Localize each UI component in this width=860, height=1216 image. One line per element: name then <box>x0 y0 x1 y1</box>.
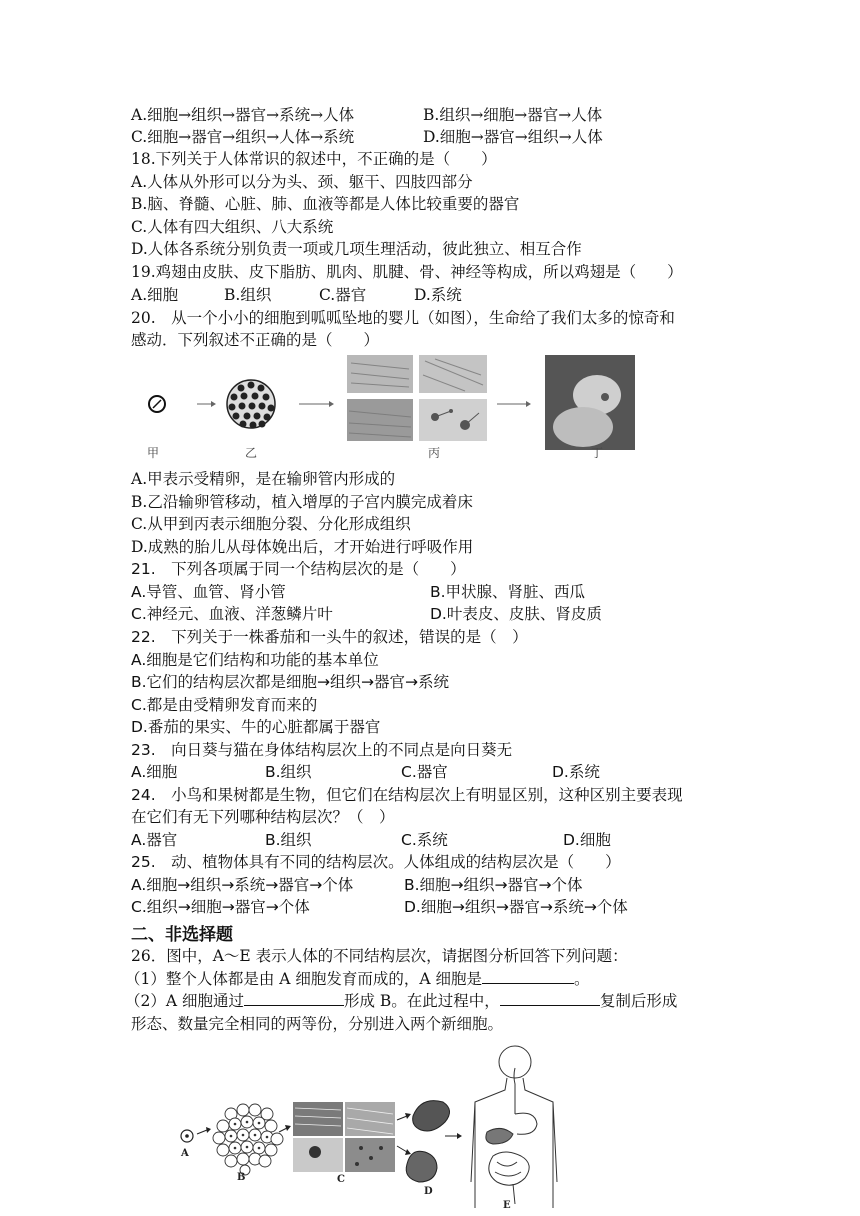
q26-sub1-text: （1）整个人体都是由 A 细胞发育而成的，A 细胞是 <box>125 970 483 988</box>
cell-a-drawing <box>181 1130 193 1142</box>
q20-stem-line1: 20. 从一个小小的细胞到呱呱坠地的婴儿（如图），生命给了我们太多的惊奇和 <box>131 309 675 327</box>
zygote-drawing <box>149 396 165 412</box>
q21-stem: 21. 下列各项属于同一个结构层次的是（ ） <box>131 560 466 578</box>
q25-option-c: C.组织→细胞→器官→个体 <box>131 898 310 916</box>
q26-sub1 <box>125 968 590 990</box>
q23-option-a: A.细胞 <box>131 763 178 781</box>
organs-d-drawing <box>406 1101 449 1182</box>
q26-sub2-end: 复制后形成 <box>599 992 678 1010</box>
q26-sub2 <box>125 990 677 1012</box>
q17-option-d: D.细胞→器官→组织→人体 <box>423 128 603 146</box>
q23-stem: 23. 向日葵与猫在身体结构层次上的不同点是向日葵无 <box>131 741 513 759</box>
q20-development-figure <box>135 355 635 467</box>
baby-photo <box>545 355 635 450</box>
q19-stem: 19.鸡翅由皮肤、皮下脂肪、肌肉、肌腱、骨、神经等构成，所以鸡翅是（ ） <box>131 263 683 281</box>
q17-option-b: B.组织→细胞→器官→人体 <box>423 106 603 124</box>
q22-option-a: A.细胞是它们结构和功能的基本单位 <box>131 651 379 669</box>
q17-option-c: C.细胞→器官→组织→人体→系统 <box>131 128 355 146</box>
q21-option-b: B.甲状腺、肾脏、西瓜 <box>430 583 586 601</box>
q20-label-yi: 乙 <box>245 446 258 460</box>
q24-option-d: D.细胞 <box>563 831 611 849</box>
q26-sub1-blank[interactable] <box>482 969 574 984</box>
q21-option-d: D.叶表皮、皮肤、肾皮质 <box>430 605 602 623</box>
q20-option-d: D.成熟的胎儿从母体娩出后，才开始进行呼吸作用 <box>131 538 474 556</box>
q18-option-d: D.人体各系统分别负责一项或几项生理活动，彼此独立、相互合作 <box>131 240 582 258</box>
q25-option-b: B.细胞→组织→器官→个体 <box>404 876 583 894</box>
q19-option-b: B.组织 <box>224 286 272 304</box>
q25-option-d: D.细胞→组织→器官→系统→个体 <box>404 898 628 916</box>
q20-option-c: C.从甲到丙表示细胞分裂、分化形成组织 <box>131 515 411 533</box>
q26-sub2-blank1[interactable] <box>244 991 344 1006</box>
q20-option-a: A.甲表示受精卵，是在输卵管内形成的 <box>131 470 396 488</box>
cell-cluster-b-drawing <box>213 1104 283 1175</box>
q21-option-c: C.神经元、血液、洋葱鳞片叶 <box>131 605 333 623</box>
q24-option-a: A.器官 <box>131 831 178 849</box>
q22-option-b: B.它们的结构层次都是细胞→组织→器官→系统 <box>131 673 450 691</box>
q18-option-c: C.人体有四大组织、八大系统 <box>131 218 334 236</box>
q23-option-c: C.器官 <box>401 763 448 781</box>
q24-option-b: B.组织 <box>265 831 312 849</box>
q20-label-bing: 丙 <box>428 446 441 460</box>
q26-label-d: D <box>424 1186 433 1197</box>
q25-option-a: A.细胞→组织→系统→器官→个体 <box>131 876 354 894</box>
q25-stem: 25. 动、植物体具有不同的结构层次。人体组成的结构层次是（ ） <box>131 853 621 871</box>
q24-option-c: C.系统 <box>401 831 448 849</box>
human-body-e-drawing <box>471 1046 557 1208</box>
q22-stem: 22. 下列关于一株番茄和一头牛的叙述，错误的是（ ） <box>131 628 528 646</box>
q23-option-d: D.系统 <box>552 763 600 781</box>
q26-label-c: C <box>337 1174 345 1185</box>
q26-sub1-end: 。 <box>574 970 590 988</box>
q18-option-b: B.脑、脊髓、心脏、肺、血液等都是人体比较重要的器官 <box>131 195 520 213</box>
q23-option-b: B.组织 <box>265 763 312 781</box>
q24-stem-line2: 在它们有无下列哪种结构层次？（ ） <box>131 808 395 826</box>
q26-label-a: A <box>181 1148 189 1159</box>
q20-label-ding: 丁 <box>591 446 604 460</box>
q26-label-b: B <box>237 1172 246 1183</box>
q19-option-c: C.器官 <box>319 286 367 304</box>
q20-label-jia: 甲 <box>147 446 160 460</box>
tissue-photos <box>347 355 487 441</box>
q19-option-d: D.系统 <box>414 286 462 304</box>
q26-sub2-text: （2）A 细胞通过 <box>125 992 244 1010</box>
section-heading: 二、非选择题 <box>131 925 233 945</box>
morula-drawing <box>227 380 275 429</box>
q26-stem: 26．图中，A～E 表示人体的不同结构层次，请据图分析回答下列问题： <box>131 947 628 965</box>
q19-option-a: A.细胞 <box>131 286 179 304</box>
q26-sub2-line2: 形态、数量完全相同的两等份，分别进入两个新细胞。 <box>131 1015 504 1033</box>
q26-sub2-blank2[interactable] <box>500 991 600 1006</box>
q17-option-a: A.细胞→组织→器官→系统→人体 <box>131 106 355 124</box>
q26-structure-levels-figure <box>175 1044 575 1208</box>
tissue-c-drawing <box>293 1102 395 1172</box>
q22-option-d: D.番茄的果实、牛的心脏都属于器官 <box>131 718 381 736</box>
q21-option-a: A.导管、血管、肾小管 <box>131 583 286 601</box>
q26-sub2-mid: 形成 B。在此过程中， <box>343 992 500 1010</box>
q20-stem-line2: 感动．下列叙述不正确的是（ ） <box>131 331 380 349</box>
q26-label-e: E <box>503 1200 511 1211</box>
q20-option-b: B.乙沿输卵管移动，植入增厚的子宫内膜完成着床 <box>131 493 473 511</box>
q18-option-a: A.人体从外形可以分为头、颈、躯干、四肢四部分 <box>131 173 473 191</box>
q18-stem: 18.下列关于人体常识的叙述中，不正确的是（ ） <box>131 150 497 168</box>
q24-stem-line1: 24. 小鸟和果树都是生物，但它们在结构层次上有明显区别，这种区别主要表现 <box>131 786 683 804</box>
q22-option-c: C.都是由受精卵发育而来的 <box>131 696 318 714</box>
